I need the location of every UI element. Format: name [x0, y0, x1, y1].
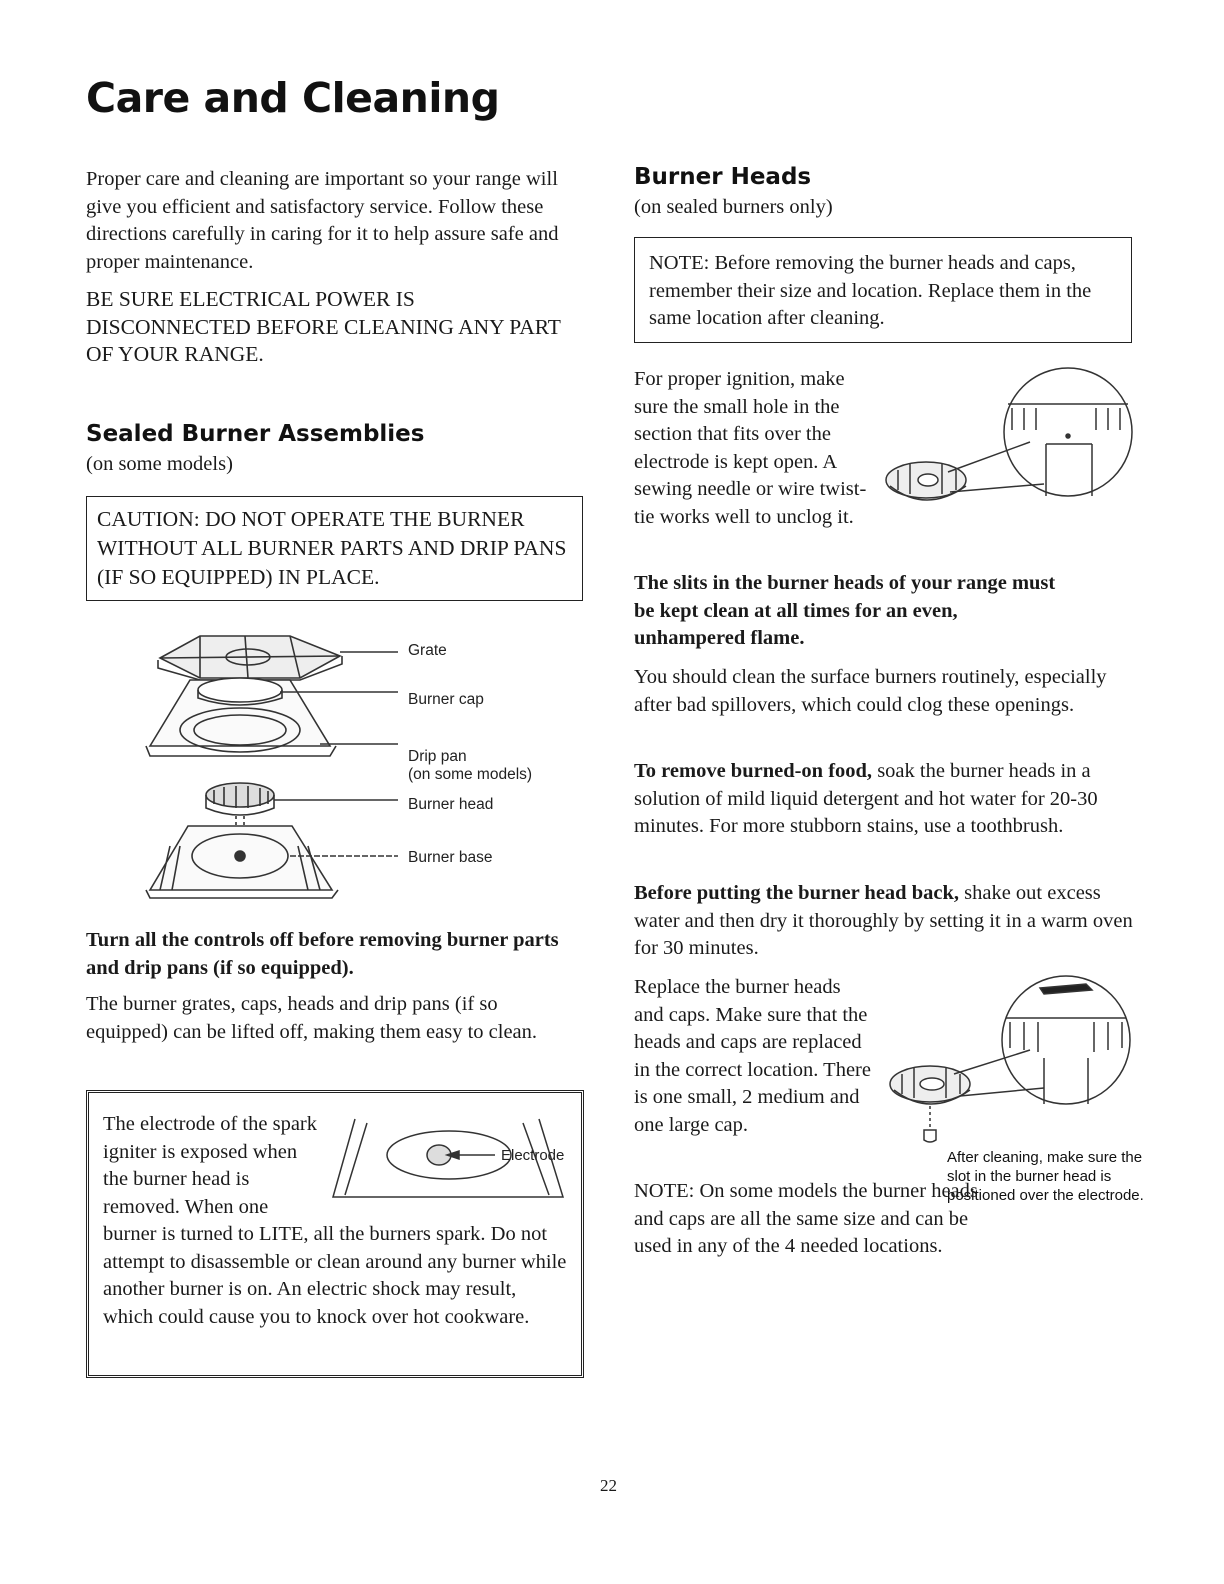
- before-putting-back-paragraph: [634, 880, 1144, 963]
- burner-head-label: Burner head: [408, 796, 494, 813]
- grate-label: Grate: [408, 642, 447, 659]
- before-putting-back-text: shake out excess water and then dry it thoroughly by setting it in a warm oven for 30 minutes.: [634, 882, 1133, 959]
- note-text: NOTE: Before removing the burner heads and caps, remember their size and location. Replace them in the same location after cleaning.: [649, 252, 1092, 329]
- after-cleaning-caption: After cleaning, make sure the slot in the burner head is positioned over the electrode.: [947, 1149, 1144, 1204]
- burner-heads-heading: Burner Heads: [634, 164, 812, 190]
- remove-food-lead: To remove burned-on food,: [634, 760, 873, 782]
- electrode-text-top: The electrode of the spark igniter is exposed when the burner head is removed. When one: [103, 1113, 318, 1218]
- burner-heads-subheading: (on sealed burners only): [634, 196, 833, 218]
- page-title: Care and Cleaning: [86, 74, 500, 122]
- replace-paragraph: Replace the burner heads and caps. Make sure that the heads and caps are replaced in the correct location. There is one small, 2 medium and one large cap.: [634, 976, 871, 1136]
- page-number: 22: [600, 1476, 617, 1495]
- drip-pan-label: Drip pan: [408, 748, 467, 765]
- replace-heads-diagram: [874, 968, 1138, 1144]
- intro-paragraph: Proper care and cleaning are important so your range will give you efficient and satisfactory service. Follow these directions carefully in caring for it to help assure safe and proper maintenance.: [86, 168, 559, 273]
- electrode-warning-box: [86, 1090, 584, 1378]
- burner-cap-label: Burner cap: [408, 691, 484, 708]
- burner-base-illustration: [146, 826, 338, 898]
- remove-food-text: soak the burner heads in a solution of mild liquid detergent and hot water for 20-30 minutes. For more stubborn stains, use a toothbrush.: [634, 760, 1098, 837]
- drip-pan-note-label: (on some models): [408, 766, 533, 783]
- slits-paragraph: The slits in the burner heads of your range must be kept clean at all times for an even, unhampered flame.: [634, 572, 1056, 649]
- grate-illustration: [158, 636, 342, 680]
- remove-food-paragraph: [634, 758, 1114, 841]
- drip-pan-illustration: [146, 678, 336, 756]
- before-putting-back-lead: Before putting the burner head back,: [634, 882, 959, 904]
- caution-box: [86, 496, 583, 601]
- burner-assembly-diagram: [140, 620, 400, 900]
- ignition-paragraph: For proper ignition, make sure the small hole in the section that fits over the electrode is kept open. A sewing needle or wire twist-tie works well to unclog it.: [634, 368, 867, 528]
- sealed-burner-subheading: (on some models): [86, 453, 233, 475]
- turn-off-instruction: Turn all the controls off before removing burner parts and drip pans (if so equipped).: [86, 929, 559, 979]
- note-box: [634, 237, 1132, 343]
- ignition-hole-diagram: [880, 364, 1138, 534]
- lift-off-paragraph: The burner grates, caps, heads and drip pans (if so equipped) can be lifted off, making them easy to clean.: [86, 993, 538, 1043]
- sealed-burner-heading: Sealed Burner Assemblies: [86, 421, 425, 447]
- routine-cleaning-paragraph: You should clean the surface burners routinely, especially after bad spillovers, which could clog these openings.: [634, 666, 1107, 716]
- same-size-note: NOTE: On some models the burner heads and caps are all the same size and can be used in any of the 4 needed locations.: [634, 1180, 978, 1257]
- electrode-label: Electrode: [501, 1147, 565, 1164]
- electrode-text-bottom: burner is turned to LITE, all the burners spark. Do not attempt to disassemble or clean around any burner while another burner is on. An electric shock may result, which could cause you to knock over hot cookware.: [103, 1223, 567, 1328]
- power-warning: BE SURE ELECTRICAL POWER IS DISCONNECTED BEFORE CLEANING ANY PART OF YOUR RANGE.: [86, 287, 561, 366]
- burner-base-label: Burner base: [408, 849, 493, 866]
- caution-text: CAUTION: DO NOT OPERATE THE BURNER WITHOUT ALL BURNER PARTS AND DRIP PANS (IF SO EQUIPPED) IN PLACE.: [97, 507, 567, 589]
